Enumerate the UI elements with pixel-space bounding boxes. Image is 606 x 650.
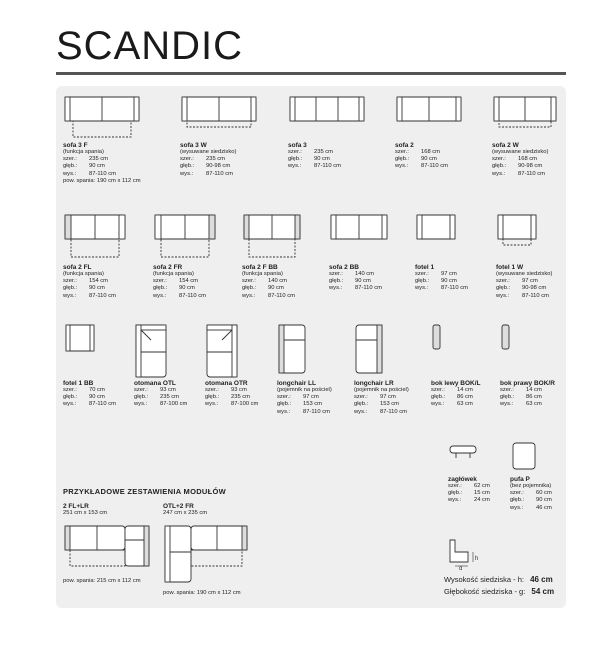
spec-width: szer.: 93 cm xyxy=(134,387,176,393)
spec-depth: głęb.: 90 cm xyxy=(288,156,330,163)
item-zaglowek xyxy=(448,440,490,505)
spec-width: szer.: 14 cm xyxy=(431,387,473,393)
spec-depth: głęb.: 90 cm xyxy=(242,285,284,292)
item-longchair-ll xyxy=(277,322,332,416)
sofa-2-w-icon xyxy=(492,94,562,140)
seat-height xyxy=(444,575,553,584)
item-sub: (bez pojemnika) xyxy=(510,483,552,489)
spec-width: szer.: 97 cm xyxy=(496,278,538,285)
combo-1-note: pow. spania: 215 cm x 112 cm xyxy=(63,578,141,584)
item-name: otomana OTR xyxy=(205,380,248,387)
item-sofa-2-w xyxy=(492,94,562,178)
item-sofa-2-f-bb xyxy=(242,212,312,300)
spec-width: szer.: 62 cm xyxy=(448,483,490,489)
spec-height: wys.: 87-100 cm xyxy=(134,401,188,408)
item-name: bok prawy BOK/R xyxy=(500,380,555,387)
item-longchair-lr xyxy=(354,322,409,416)
spec-depth: głęb.: 90-98 cm xyxy=(496,285,547,292)
item-name: sofa 3 xyxy=(288,142,307,149)
item-name: otomana OTL xyxy=(134,380,176,387)
item-sub: (wysuwane siedzisko) xyxy=(492,149,549,155)
spec-width: szer.: 235 cm xyxy=(180,156,226,163)
spec-depth: głęb.: 235 cm xyxy=(134,394,180,401)
seat-height-label: Wysokość siedziska - h: xyxy=(444,575,524,584)
bok-prawy-icon xyxy=(500,322,520,378)
item-name: sofa 2 F BB xyxy=(242,264,278,271)
spec-height: wys.: 87-110 cm xyxy=(63,401,116,408)
spec-height: wys.: 87-110 cm xyxy=(288,163,341,170)
item-name: sofa 2 FL xyxy=(63,264,92,271)
spec-width: szer.: 168 cm xyxy=(492,156,538,163)
combo-size: 247 cm x 235 cm xyxy=(163,510,208,516)
item-name: fotel 1 W xyxy=(496,264,524,271)
sofa-3-w-icon xyxy=(180,94,258,140)
spec-height: wys.: 24 cm xyxy=(448,497,490,504)
item-fotel-1-w xyxy=(496,212,552,300)
item-sofa-3-f xyxy=(63,94,141,185)
longchair-ll-icon xyxy=(277,322,317,378)
item-sub: (pojemnik na pościel) xyxy=(277,387,332,393)
combo-name: 2 FL+LR xyxy=(63,503,89,510)
combo-2fl-lr-icon xyxy=(63,522,153,572)
fotel-1-w-icon xyxy=(496,212,546,262)
spec-width: szer.: 168 cm xyxy=(395,149,441,155)
spec-width: szer.: 235 cm xyxy=(63,156,109,163)
item-name: bok lewy BOK/L xyxy=(431,380,481,387)
zaglowek-icon xyxy=(448,440,482,474)
item-fotel-1 xyxy=(415,212,468,293)
spec-depth: głęb.: 153 cm xyxy=(277,401,323,408)
item-sofa-2-fl xyxy=(63,212,133,300)
spec-height: wys.: 87-110 cm xyxy=(354,408,407,415)
item-sofa-2-fr xyxy=(153,212,223,300)
spec-height: wys.: 87-110 cm xyxy=(395,163,448,170)
combo-otl-2fr xyxy=(163,503,255,586)
spec-depth: głęb.: 86 cm xyxy=(500,394,542,401)
spec-width: szer.: 60 cm xyxy=(510,490,552,497)
longchair-lr-icon xyxy=(354,322,394,378)
item-fotel-1-bb xyxy=(63,322,116,409)
spec-depth: głęb.: 90-98 cm xyxy=(492,163,543,170)
sofa-2-icon xyxy=(395,94,473,140)
combo-otl-2fr-icon xyxy=(163,522,255,586)
spec-depth: głęb.: 15 cm xyxy=(448,490,490,497)
item-name: sofa 2 BB xyxy=(329,264,359,271)
spec-height: wys.: 87-110 cm xyxy=(180,170,233,177)
spec-width: szer.: 140 cm xyxy=(329,271,375,277)
spec-width: szer.: 93 cm xyxy=(205,387,247,393)
seat-depth-value: 54 cm xyxy=(531,587,555,596)
spec-height: wys.: 87-110 cm xyxy=(153,292,206,299)
item-sofa-2 xyxy=(395,94,473,171)
item-sub: (funkcja spania) xyxy=(153,271,194,277)
spec-width: szer.: 97 cm xyxy=(354,394,396,401)
spec-depth: głęb.: 235 cm xyxy=(205,394,251,401)
item-name: sofa 2 W xyxy=(492,142,519,149)
item-name: zagłówek xyxy=(448,476,477,483)
spec-width: szer.: 97 cm xyxy=(277,394,319,401)
seat-h-symbol: h xyxy=(475,556,479,562)
spec-depth: głęb.: 90 cm xyxy=(153,285,195,292)
spec-height: wys.: 87-110 cm xyxy=(63,292,116,299)
sofa-3-icon xyxy=(288,94,366,140)
spec-width: szer.: 154 cm xyxy=(63,278,109,285)
spec-height: wys.: 46 cm xyxy=(510,504,552,511)
item-sofa-3-w xyxy=(180,94,258,178)
item-name: sofa 3 F xyxy=(63,142,88,149)
page-title: SCANDIC xyxy=(56,24,244,68)
fotel-1-bb-icon xyxy=(63,322,103,378)
spec-height: wys.: 87-110 cm xyxy=(329,285,382,292)
spec-depth: głęb.: 90 cm xyxy=(510,497,552,504)
item-name: longchair LL xyxy=(277,380,316,387)
item-name: sofa 3 W xyxy=(180,142,207,149)
item-sub: (wysuwane siedzisko) xyxy=(180,149,237,155)
spec-depth: głęb.: 153 cm xyxy=(354,401,400,408)
spec-depth: głęb.: 86 cm xyxy=(431,394,473,401)
spec-depth: głęb.: 90 cm xyxy=(329,278,371,285)
combo-2-note: pow. spania: 190 cm x 112 cm xyxy=(163,590,241,596)
item-name: fotel 1 xyxy=(415,264,435,271)
sofa-2-fr-icon xyxy=(153,212,223,262)
spec-height: wys.: 63 cm xyxy=(431,401,473,408)
bok-lewy-icon xyxy=(431,322,451,378)
spec-width: szer.: 140 cm xyxy=(242,278,288,285)
spec-sleep-area: pow. spania: 190 cm x 112 cm xyxy=(63,177,141,184)
title-rule xyxy=(56,72,566,75)
spec-width: szer.: 70 cm xyxy=(63,387,105,393)
item-name: pufa P xyxy=(510,476,530,483)
spec-width: szer.: 97 cm xyxy=(415,271,457,277)
sofa-2-bb-icon xyxy=(329,212,399,262)
sofa-3-f-icon xyxy=(63,94,141,140)
item-sub: (funkcja spania) xyxy=(63,149,104,155)
pufa-icon xyxy=(510,440,544,474)
item-bok-prawy xyxy=(500,322,555,409)
seat-g-symbol: g xyxy=(459,566,463,570)
spec-width: szer.: 14 cm xyxy=(500,387,542,393)
item-name: sofa 2 xyxy=(395,142,414,149)
spec-height: wys.: 87-110 cm xyxy=(496,292,549,299)
item-name: sofa 2 FR xyxy=(153,264,183,271)
otomana-otl-icon xyxy=(134,322,174,378)
spec-height: wys.: 87-100 cm xyxy=(205,401,259,408)
item-sub: (wysuwane siedzisko) xyxy=(496,271,553,277)
seat-profile-icon xyxy=(446,538,486,570)
item-sofa-2-bb xyxy=(329,212,399,293)
combo-2fl-lr xyxy=(63,503,153,572)
sofa-2-fl-icon xyxy=(63,212,133,262)
seat-height-value: 46 cm xyxy=(530,575,553,584)
spec-height: wys.: 63 cm xyxy=(500,401,542,408)
combo-name: OTL+2 FR xyxy=(163,503,194,510)
item-bok-lewy xyxy=(431,322,480,409)
item-sub: (pojemnik na pościel) xyxy=(354,387,409,393)
combo-size: 251 cm x 153 cm xyxy=(63,510,108,516)
item-otomana-otl xyxy=(134,322,187,409)
spec-height: wys.: 87-110 cm xyxy=(242,292,295,299)
spec-depth: głęb.: 90 cm xyxy=(63,285,105,292)
spec-height: wys.: 87-110 cm xyxy=(277,408,330,415)
seat-depth-label: Głębokość siedziska - g: xyxy=(444,587,526,596)
spec-depth: głęb.: 90 cm xyxy=(395,156,437,163)
spec-height: wys.: 87-110 cm xyxy=(415,285,468,292)
item-name: fotel 1 BB xyxy=(63,380,94,387)
spec-height: wys.: 87-110 cm xyxy=(492,170,545,177)
spec-depth: głęb.: 90 cm xyxy=(63,394,105,401)
combos-heading: PRZYKŁADOWE ZESTAWIENIA MODUŁÓW xyxy=(63,487,227,496)
item-sub: (funkcja spania) xyxy=(63,271,104,277)
item-name: longchair LR xyxy=(354,380,394,387)
spec-depth: głęb.: 90 cm xyxy=(63,163,105,170)
spec-depth: głęb.: 90 cm xyxy=(415,278,457,285)
item-sofa-3 xyxy=(288,94,366,171)
seat-depth xyxy=(444,587,554,596)
spec-depth: głęb.: 90-98 cm xyxy=(180,163,231,170)
item-otomana-otr xyxy=(205,322,258,409)
item-sub: (funkcja spania) xyxy=(242,271,283,277)
fotel-1-icon xyxy=(415,212,465,262)
spec-width: szer.: 154 cm xyxy=(153,278,199,285)
sofa-2-f-bb-icon xyxy=(242,212,312,262)
otomana-otr-icon xyxy=(205,322,245,378)
spec-height: wys.: 87-110 cm xyxy=(63,170,116,177)
item-pufa-p xyxy=(510,440,552,512)
spec-width: szer.: 235 cm xyxy=(288,149,334,155)
